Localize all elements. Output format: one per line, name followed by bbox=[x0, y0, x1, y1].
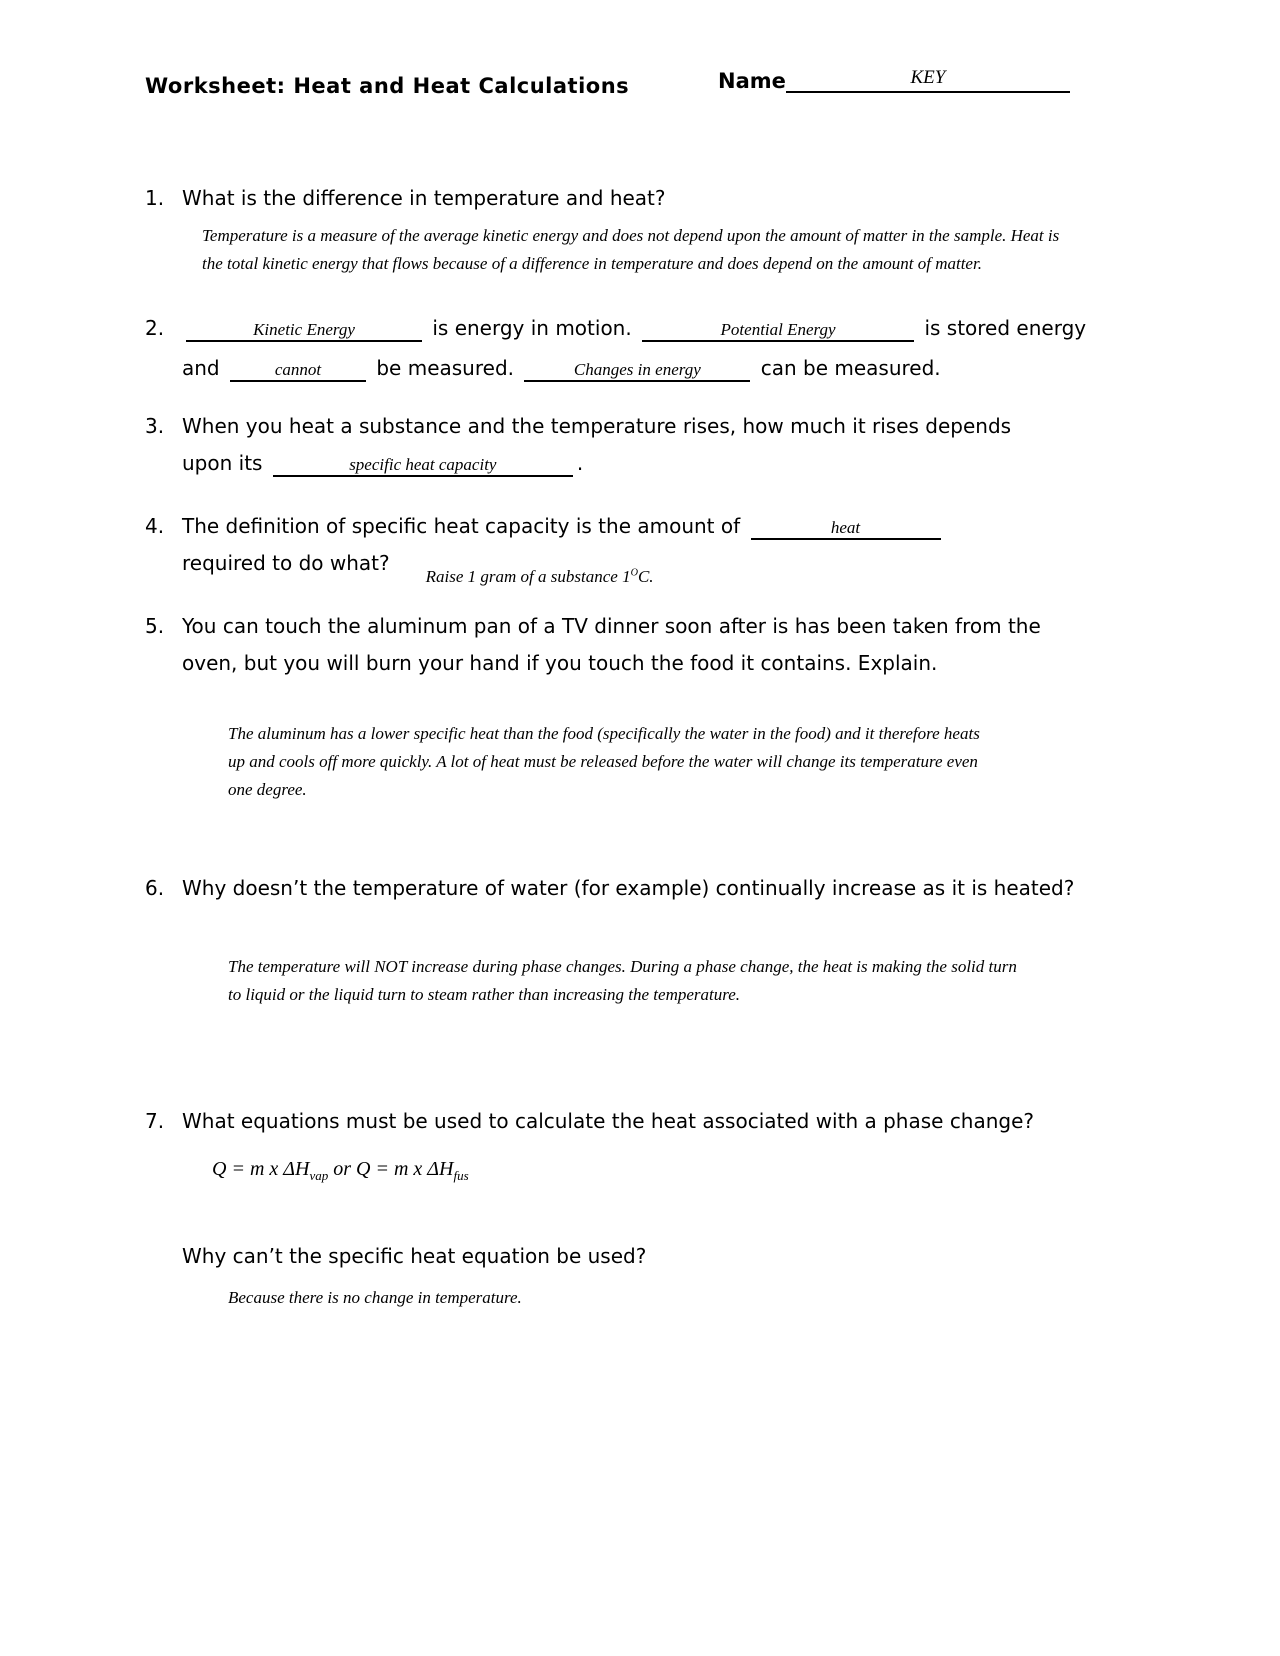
blank-changes-in-energy: Changes in energy bbox=[524, 359, 750, 382]
question-3-text: When you heat a substance and the temperature rises, how much it rises depends upon its bbox=[182, 414, 1012, 475]
blank-specific-heat-capacity: specific heat capacity bbox=[273, 454, 573, 477]
blank-kinetic-energy: Kinetic Energy bbox=[186, 319, 422, 342]
question-7-text: What equations must be used to calculate the heat associated with a phase change? bbox=[182, 1109, 1035, 1133]
answer-5: The aluminum has a lower specific heat than the food (specifically the water in the food) and it therefore heats up and cools off more quickly. A lot of heat must be released before the water will change its temperature even one degree. bbox=[228, 724, 980, 799]
question-1-text: What is the difference in temperature and heat? bbox=[182, 186, 666, 210]
question-2-seg1: is energy in motion. bbox=[432, 316, 632, 340]
question-5-text: You can touch the aluminum pan of a TV dinner soon after is has been taken from the oven, but you will burn your hand if you touch the food it contains. Explain. bbox=[182, 614, 1041, 675]
answer-7b: Because there is no change in temperature. bbox=[228, 1288, 522, 1307]
question-2-seg2: is stored energy and bbox=[182, 316, 1087, 380]
question-1 bbox=[145, 180, 1122, 217]
worksheet-title: Worksheet: Heat and Heat Calculations bbox=[145, 74, 630, 98]
name-value: KEY bbox=[910, 67, 946, 88]
question-3 bbox=[145, 408, 1052, 482]
question-2-seg3: be measured. bbox=[376, 356, 514, 380]
answer-4: Raise 1 gram of a substance 1OC. bbox=[425, 567, 654, 586]
blank-cannot: cannot bbox=[230, 359, 366, 382]
question-7b-text: Why can’t the specific heat equation be used? bbox=[182, 1244, 647, 1268]
question-2-number: 2. bbox=[145, 316, 165, 340]
subscript-vap: vap bbox=[309, 1168, 329, 1183]
question-3-period: . bbox=[576, 451, 584, 475]
degree-symbol: O bbox=[630, 567, 638, 579]
question-7-number: 7. bbox=[145, 1109, 165, 1133]
answer-7-equation: Q = m x $\Delta H_{vap}$ or Q = m x $\Delta H_{fus}$ bbox=[212, 1158, 469, 1183]
name-answer-line bbox=[786, 68, 1070, 93]
blank-potential-energy: Potential Energy bbox=[642, 319, 914, 342]
question-3-number: 3. bbox=[145, 414, 165, 438]
blank-heat: heat bbox=[751, 517, 941, 540]
name-field bbox=[718, 68, 1070, 93]
answer-6: The temperature will NOT increase during phase changes. During a phase change, the heat is making the solid turn to liquid or the liquid turn to steam rather than increasing the temperature. bbox=[228, 957, 1017, 1004]
question-4-text2: required to do what? bbox=[182, 551, 390, 575]
question-2-seg4: can be measured. bbox=[760, 356, 941, 380]
question-5-number: 5. bbox=[145, 614, 165, 638]
question-6-number: 6. bbox=[145, 876, 165, 900]
question-4-text: The definition of specific heat capacity is the amount of bbox=[182, 514, 741, 538]
subscript-fus: fus bbox=[453, 1168, 469, 1183]
question-2 bbox=[145, 308, 1087, 388]
question-5 bbox=[145, 608, 1092, 682]
question-1-number: 1. bbox=[145, 186, 165, 210]
question-6 bbox=[145, 870, 1112, 907]
question-7b bbox=[145, 1238, 1122, 1275]
question-4 bbox=[145, 508, 1062, 586]
name-label: Name bbox=[718, 68, 786, 93]
answer-1: Temperature is a measure of the average kinetic energy and does not depend upon the amount of matter in the sample. Heat is the total kinetic energy that flows because of a difference in temperature and does depend on the amount of matter. bbox=[202, 226, 1060, 273]
question-7 bbox=[145, 1103, 1092, 1183]
question-6-text: Why doesn’t the temperature of water (for example) continually increase as it is heated? bbox=[182, 876, 1075, 900]
question-4-number: 4. bbox=[145, 514, 165, 538]
